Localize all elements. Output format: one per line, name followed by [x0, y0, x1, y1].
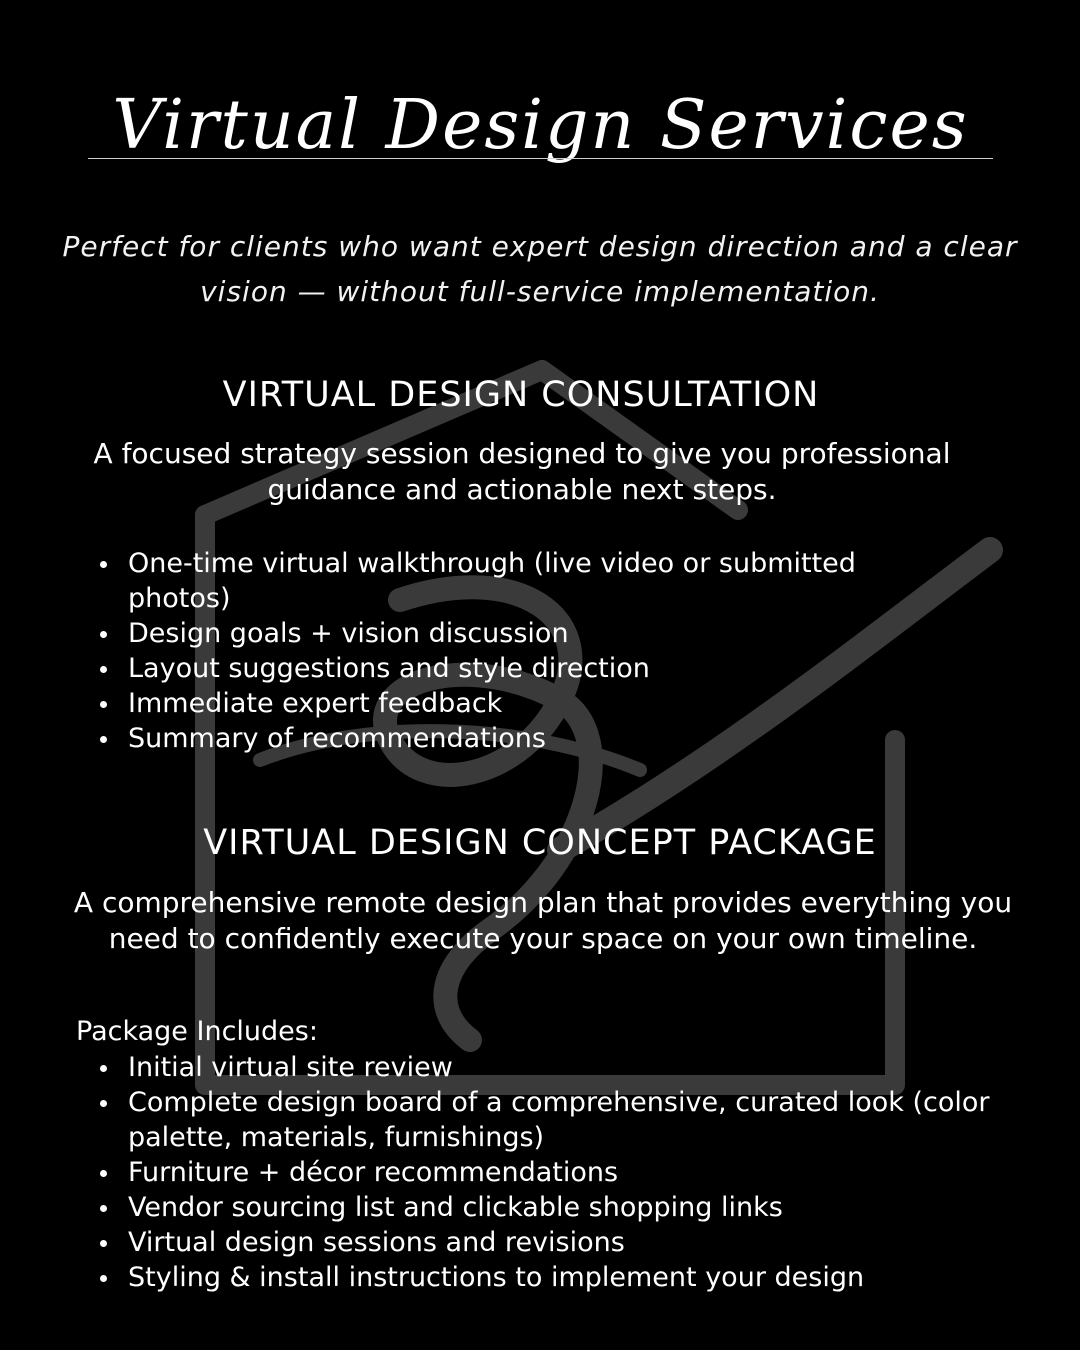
list-item: Virtual design sessions and revisions — [80, 1225, 1050, 1260]
package-includes-label: Package Includes: — [76, 1016, 318, 1047]
page-subtitle: Perfect for clients who want expert design direction and a clear vision — without full-service implementation. — [62, 230, 1018, 308]
list-item: Styling & install instructions to implement your design — [80, 1260, 1050, 1295]
concept-package-heading: VIRTUAL DESIGN CONCEPT PACKAGE — [203, 823, 877, 863]
list-item: Initial virtual site review — [80, 1050, 1050, 1085]
list-item: Complete design board of a comprehensive, curated look (color palette, materials, furnishings) — [80, 1085, 1050, 1155]
package-feature-list — [80, 1050, 1050, 1295]
consultation-feature-list — [80, 546, 860, 756]
list-item: Summary of recommendations — [80, 721, 860, 756]
list-item: Layout suggestions and style direction — [80, 651, 860, 686]
list-item: Vendor sourcing list and clickable shopping links — [80, 1190, 1050, 1225]
list-item: Design goals + vision discussion — [80, 616, 860, 651]
consultation-heading: VIRTUAL DESIGN CONSULTATION — [222, 375, 820, 415]
concept-package-description: A comprehensive remote design plan that provides everything you need to confidently execute your space on your own timeline. — [73, 886, 1013, 955]
list-item: Immediate expert feedback — [80, 686, 860, 721]
page-title: Virtual Design Services — [112, 86, 969, 165]
title-divider — [88, 158, 993, 159]
title-block — [88, 40, 993, 210]
list-item: Furniture + décor recommendations — [80, 1155, 1050, 1190]
consultation-description: A focused strategy session designed to give you professional guidance and actionable next steps. — [93, 437, 951, 506]
list-item: One-time virtual walkthrough (live video or submitted photos) — [80, 546, 860, 616]
